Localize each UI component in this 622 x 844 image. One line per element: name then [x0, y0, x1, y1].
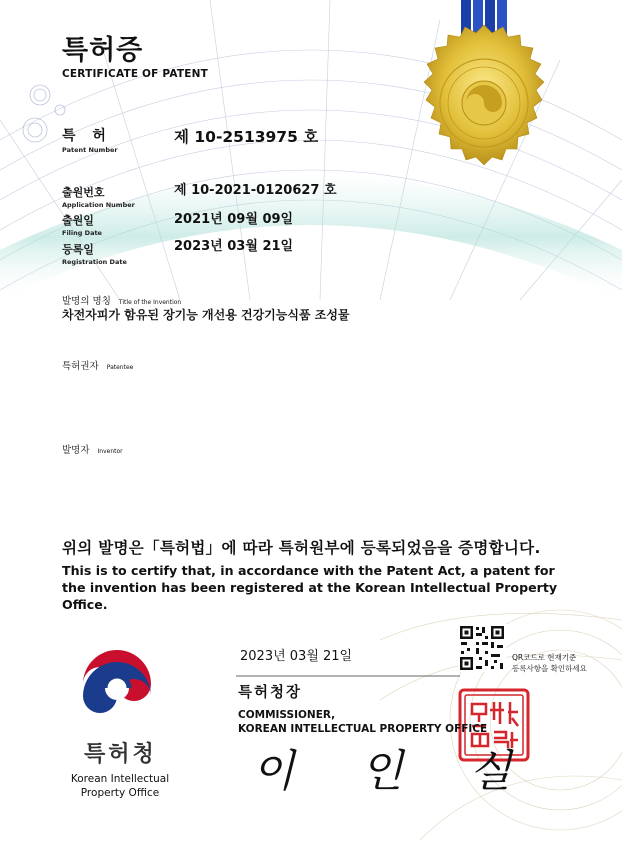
- patentee-label: [62, 358, 133, 372]
- office-name-ko: 특허청: [84, 742, 157, 767]
- qr-note: [512, 652, 587, 674]
- commissioner-title-en-line1: COMMISSIONER,: [238, 709, 336, 721]
- patent-number-value: 제 10-2513975 호: [174, 128, 319, 146]
- filing-date-label: [62, 212, 102, 237]
- invention-title-label-ko: 발명의 명칭: [62, 296, 111, 307]
- invention-title-label: [62, 293, 181, 307]
- registration-date-label-en: Registration Date: [62, 258, 127, 266]
- office-name-en-line2: Property Office: [80, 787, 160, 799]
- commissioner-title-en-line2: KOREAN INTELLECTUAL PROPERTY OFFICE: [238, 723, 488, 735]
- inventor-label-en: Inventor: [97, 448, 123, 455]
- filing-date-value: 2021년 09월 09일: [174, 212, 294, 227]
- invention-title-label-en: Title of the Invention: [118, 299, 182, 306]
- inventor-label-ko: 발명자: [62, 445, 90, 456]
- commissioner-title-ko: 특허청장: [238, 685, 303, 701]
- application-number-label-en: Application Number: [62, 201, 135, 209]
- patentee-label-en: Patentee: [106, 364, 134, 371]
- certification-statement-ko: 위의 발명은「특허법」에 따라 특허원부에 등록되었음을 증명합니다.: [62, 539, 541, 557]
- certificate-title: 특허증: [62, 35, 144, 66]
- filing-date-label-ko: 출원일: [62, 214, 94, 227]
- qr-note-line1: QR코드로 현재기준: [512, 653, 577, 662]
- certification-statement-en: This is to certify that, in accordance with the Patent Act, a patent for the invention has been registered at the Korean Intellectual Property Office.: [62, 563, 558, 612]
- registration-date-label: [62, 241, 127, 266]
- patent-number-label-en: Patent Number: [62, 146, 118, 154]
- application-number-value: 제 10-2021-0120627 호: [174, 183, 337, 198]
- patent-number-label: [62, 125, 118, 154]
- gold-seal: [424, 25, 544, 165]
- qr-code: [458, 624, 506, 672]
- filing-date-label-en: Filing Date: [62, 229, 102, 237]
- registration-date-value: 2023년 03월 21일: [174, 239, 294, 254]
- issue-date: 2023년 03월 21일: [240, 649, 353, 664]
- registration-date-label-ko: 등록일: [62, 243, 94, 256]
- commissioner-title-en: [238, 708, 487, 736]
- commissioner-signature: 이 인 실: [252, 746, 538, 797]
- invention-title-value: 차전자피가 함유된 장기능 개선용 건강기능식품 조성물: [62, 308, 350, 322]
- office-name-en-line1: Korean Intellectual: [70, 773, 170, 785]
- application-number-label-ko: 출원번호: [62, 186, 105, 199]
- application-number-label: [62, 184, 135, 209]
- inventor-label: [62, 442, 123, 456]
- qr-note-line2: 등록사항을 확인하세요: [512, 664, 587, 673]
- patent-number-label-ko: 특 허: [62, 128, 112, 144]
- certificate-title-english: CERTIFICATE OF PATENT: [62, 68, 208, 80]
- kipo-logo-icon: [81, 650, 153, 726]
- circle-ornaments: [23, 85, 65, 142]
- office-name-en: [60, 772, 180, 800]
- patentee-label-ko: 특허권자: [62, 361, 99, 372]
